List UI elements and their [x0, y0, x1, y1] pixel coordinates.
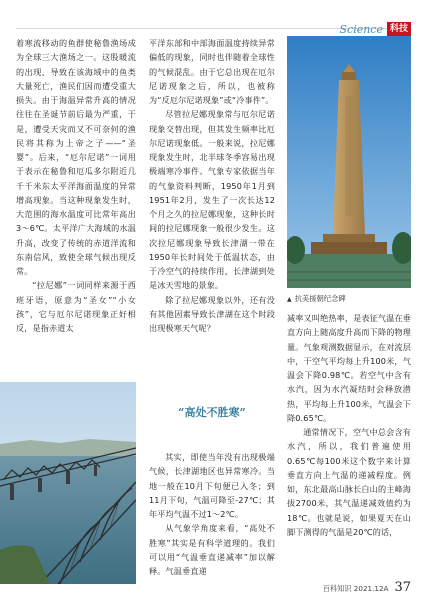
text-column-2 [149, 36, 275, 335]
journal-issue: 百科知识 2021.12A [322, 584, 389, 593]
text-column-1 [16, 36, 136, 335]
paragraph: 从气象学角度来看，“高处不胜寒”其实是有科学道理的。我们可以用“气温垂直递减率”加以解释。气温垂直递 [149, 523, 275, 576]
paragraph: “拉尼娜”一词同样来源于西班牙语，原意为“圣女”“小女孩”，它与厄尔尼诺现象正好相反，是指赤道太 [16, 280, 136, 333]
section-label-en: Science [339, 22, 383, 36]
caption-text: 抗美援朝纪念碑 [294, 294, 346, 303]
monument-caption [287, 294, 411, 304]
paragraph: 着寒流移动的鱼群使秘鲁渔场成为全球三大渔场之一。这股暖流的出现，导致在该海域中的鱼类大量死亡，渔民们因而遭受重大损失。由于海温异常升高的情况往往在圣诞节前后最为严重，于是，遭受天灾而又不可奈何的渔民将其称为上帝之子——“圣婴”。后来，“厄尔尼诺”一词用于表示在秘鲁和厄瓜多尔附近几千千米东太平洋海面温度的异常增高现象。当这种现象发生时，大范围的海水温度可比常年高出3～6℃。太平洋广大海域的水温升高，改变了传统的赤道洋流和东南信风，致使全球气候出现反常。 [16, 38, 136, 276]
paragraph: 尽管拉尼娜现象常与厄尔尼诺现象交替出现，但其发生频率比厄尔尼诺现象低。一般来说，拉尼娜现象发生时，北半球冬季容易出现极端寒冷事件。气象专家依据当年的气象资料判断，1950年1月到1951年2月，发生了一次长达12个月之久的拉尼娜现象，这种长时间的拉尼娜现象一般很少发生。这次拉尼娜现象导致长津湖一带在1950年长时间处于低温状态，由于冷空气的持续作用，长津湖到处是冰天雪地的景象。 [149, 109, 275, 291]
bridge-photo [0, 382, 136, 584]
page-footer [323, 580, 411, 595]
text-column-3 [287, 311, 411, 539]
section-tag: 科技 [387, 22, 411, 36]
text-column-2-lower [149, 450, 275, 578]
paragraph: 平洋东部和中部海面温度持续异常偏低的现象，同时也伴随着全球性的气候混乱。由于它总出现在厄尔尼诺现象之后，所以，也被称为“反厄尔尼诺现象”或“冷事件”。 [149, 38, 275, 105]
paragraph: 除了拉尼娜现象以外，还有没有其他因素导致长津湖在这个时段出现极寒天气呢？ [149, 294, 275, 333]
monument-photo [287, 36, 411, 288]
paragraph: 减率又叫绝热率，是表征气温在垂直方向上随高度升高而下降的物理量。气象观测数据显示，在对流层中，干空气平均每上升100米，气温会下降0.98℃。若空气中含有水汽，因为水汽凝结时会释放潜热，平均每上升100米，气温会下降0.65℃。 [287, 313, 411, 423]
paragraph: 通常情况下，空气中总会含有水汽，所以，我们普遍使用0.65℃每100米这个数字来计算垂直方向上气温的递减程度。例如，东北最高山脉长白山的主峰海拔2700米，其气温递减效值约为18℃。也就是说，如果夏天在山脚下测得的气温是20℃的话， [287, 427, 411, 537]
page-number: 37 [394, 580, 411, 595]
paragraph: 其实，即使当年没有出现极端气候，长津湖地区也异常寒冷。当地一般在10月下旬便已入冬；到11月下旬，气温可降至-27℃；其年平均气温不过1～2℃。 [149, 452, 275, 519]
triangle-icon: ▲ [287, 295, 292, 303]
section-subheading: “高处不胜寒” [178, 406, 246, 419]
section-header [340, 22, 412, 36]
